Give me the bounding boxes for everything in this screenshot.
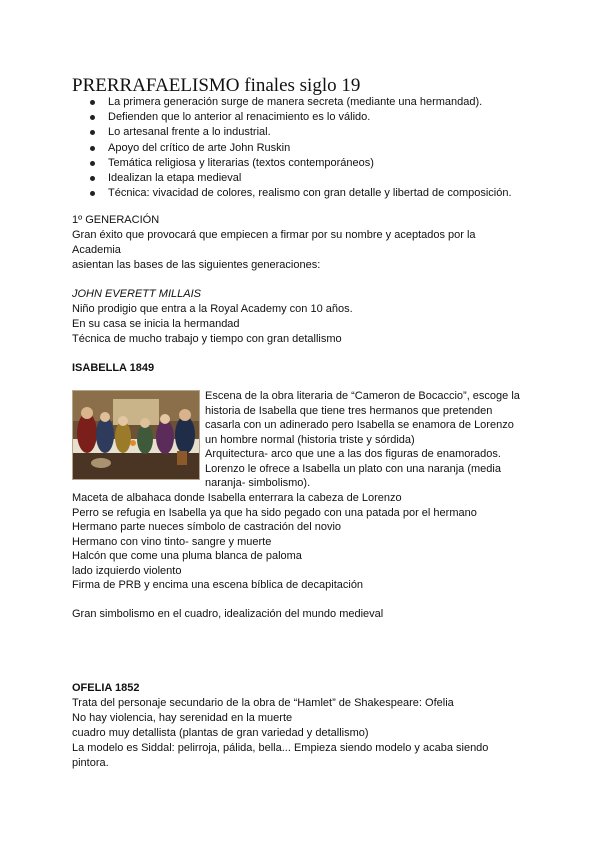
paragraph-line: Halcón que come una pluma blanca de paloma — [72, 550, 302, 562]
section-heading-isabella: ISABELLA 1849 — [72, 362, 155, 374]
paragraph-line: asientan las bases de las siguientes generaciones: — [72, 259, 321, 271]
paragraph-line: Academia — [72, 244, 121, 256]
paragraph-line: naranja- simbolismo). — [205, 477, 311, 489]
list-item: Apoyo del crítico de arte John Ruskin — [88, 141, 512, 156]
paragraph-line: Gran éxito que provocará que empiecen a firmar por su nombre y aceptados por la — [72, 229, 476, 241]
list-item: La primera generación surge de manera secreta (mediante una hermandad). — [88, 95, 512, 110]
list-item: Lo artesanal frente a lo industrial. — [88, 125, 512, 140]
generation-heading: 1º GENERACIÓN — [72, 214, 160, 226]
paragraph-line: casarla con un adinerado pero Isabella se enamora de Lorenzo — [205, 419, 514, 431]
paragraph-line: pintora. — [72, 757, 109, 769]
paragraph-line: Técnica de mucho trabajo y tiempo con gran detallismo — [72, 333, 342, 345]
feature-list — [88, 95, 512, 201]
paragraph-line: Lorenzo le ofrece a Isabella un plato con una naranja (media — [205, 463, 501, 475]
paragraph-line: Maceta de albahaca donde Isabella enterrara la cabeza de Lorenzo — [72, 492, 402, 504]
paragraph-line: Hermano con vino tinto- sangre y muerte — [72, 536, 272, 548]
paragraph-line: Escena de la obra literaria de “Cameron de Bocaccio”, escoge la — [205, 390, 520, 402]
page-title: PRERRAFAELISMO finales siglo 19 — [72, 75, 361, 96]
paragraph-line: cuadro muy detallista (plantas de gran variedad y detallismo) — [72, 727, 369, 739]
section-heading-ofelia: OFELIA 1852 — [72, 682, 140, 694]
isabella-painting-image — [72, 390, 200, 480]
paragraph-line: En su casa se inicia la hermandad — [72, 318, 240, 330]
list-item: Temática religiosa y literarias (textos contemporáneos) — [88, 156, 512, 171]
summary-line: Gran simbolismo en el cuadro, idealización del mundo medieval — [72, 608, 384, 620]
paragraph-line: historia de Isabella que tiene tres hermanos que pretenden — [205, 405, 493, 417]
paragraph-line: Niño prodigio que entra a la Royal Academy con 10 años. — [72, 303, 353, 315]
paragraph-line: La modelo es Siddal: pelirroja, pálida, bella... Empieza siendo modelo y acaba siendo — [72, 742, 489, 754]
paragraph-line: No hay violencia, hay serenidad en la muerte — [72, 712, 293, 724]
paragraph-line: un hombre normal (historia triste y sórdida) — [205, 434, 415, 446]
list-item: Técnica: vivacidad de colores, realismo con gran detalle y libertad de composición. — [88, 186, 512, 201]
list-item: Defienden que lo anterior al renacimiento es lo válido. — [88, 110, 512, 125]
paragraph-line: Trata del personaje secundario de la obra de “Hamlet” de Shakespeare: Ofelia — [72, 697, 454, 709]
list-item: Idealizan la etapa medieval — [88, 171, 512, 186]
paragraph-line: Firma de PRB y encima una escena bíblica de decapitación — [72, 579, 364, 591]
paragraph-line: Hermano parte nueces símbolo de castración del novio — [72, 521, 342, 533]
paragraph-line: lado izquierdo violento — [72, 565, 182, 577]
paragraph-line: Perro se refugia en Isabella ya que ha sido pegado con una patada por el hermano — [72, 507, 477, 519]
paragraph-line: Arquitectura- arco que une a las dos figuras de enamorados. — [205, 448, 501, 460]
artist-name: JOHN EVERETT MILLAIS — [72, 288, 201, 300]
